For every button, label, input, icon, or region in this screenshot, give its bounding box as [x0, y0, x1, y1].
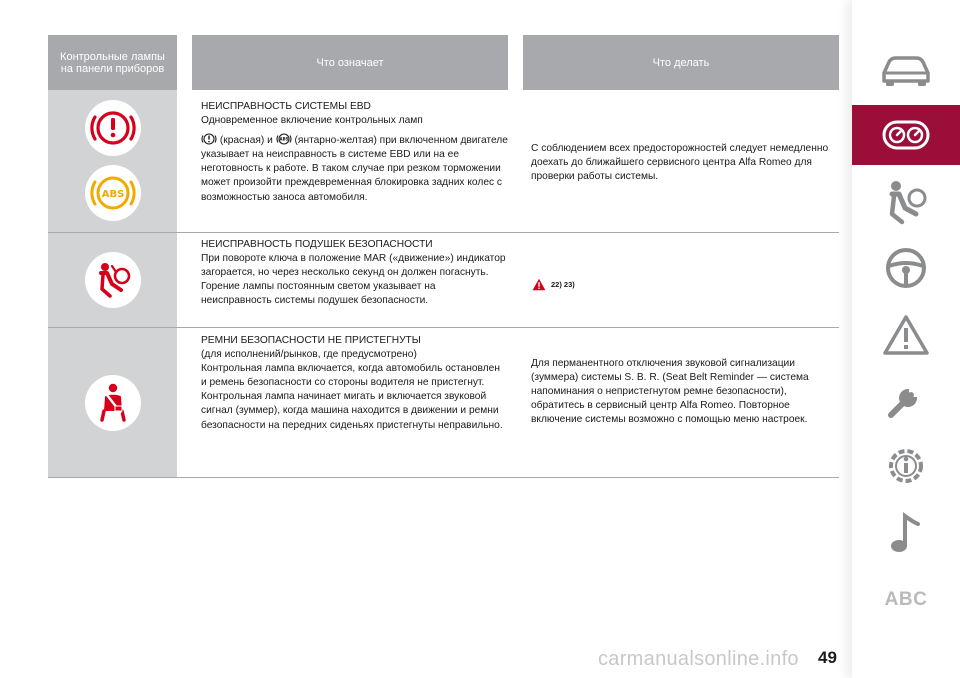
watermark: carmanualsonline.info [598, 648, 799, 670]
header-lamps [48, 35, 177, 90]
header-action-label: Что делать [652, 56, 710, 69]
sidebar-item-index[interactable] [852, 570, 960, 630]
wrench-icon [883, 377, 929, 423]
airbag-person-icon [882, 178, 930, 226]
abs-warning-icon [85, 165, 141, 221]
airbag-description: При повороте ключа в положение MAR («движение») индикатор загорается, но через несколько секунд он должен погаснуть. Горение лампы постоянным светом указывает на неисправность системы подушек безопасности. [201, 253, 506, 307]
airbag-title: НЕИСПРАВНОСТЬ ПОДУШЕК БЕЗОПАСНОСТИ [201, 239, 433, 250]
ebd-action-text: С соблюдением всех предосторожностей следует немедленно доехать до ближайшего сервисного центра Alfa Romeo для проверки работы системы. [531, 143, 829, 183]
warning-triangle-icon [532, 278, 546, 291]
seatbelt-warning-icon [85, 375, 141, 431]
ebd-title: НЕИСПРАВНОСТЬ СИСТЕМЫ EBD [201, 101, 371, 112]
music-note-icon [886, 510, 926, 556]
ebd-meaning [201, 100, 508, 205]
brake-inline-icon [201, 131, 217, 147]
seatbelt-subtitle: (для исполнений/рынков, где предусмотрено) [201, 349, 417, 361]
sidebar-item-dashboard[interactable] [852, 105, 960, 165]
row-divider [48, 327, 839, 328]
sidebar-item-car[interactable] [852, 40, 960, 100]
row-divider [48, 232, 839, 233]
airbag-action [532, 277, 575, 291]
brake-warning-icon [85, 100, 141, 156]
steering-wheel-icon [884, 246, 928, 290]
row-divider [48, 477, 839, 478]
abs-inline-icon [276, 131, 292, 147]
seatbelt-title: РЕМНИ БЕЗОПАСНОСТИ НЕ ПРИСТЕГНУТЫ [201, 335, 421, 346]
sidebar-item-warnings[interactable] [852, 305, 960, 365]
svg-text:ABS: ABS [101, 189, 125, 200]
sidebar-item-safety[interactable] [852, 172, 960, 232]
airbag-warning-icon [85, 252, 141, 308]
ebd-red-label: (красная) и [219, 135, 273, 147]
header-meaning-label: Что означает [316, 56, 384, 69]
seatbelt-meaning [201, 334, 508, 433]
car-icon [879, 53, 933, 87]
seatbelt-description: Контрольная лампа включается, когда автомобиль остановлен и ремень безопасности со стороны водителя не пристегнут. Контрольная лампа начинает мигать и включается звуковой сигнал (зуммер), когда машина находится в движении и ремни безопасности на передних сиденьях пристегнуты неправильно. [201, 363, 503, 431]
warning-triangle-icon [882, 313, 930, 357]
airbag-meaning [201, 238, 508, 308]
ebd-description: (янтарно-желтая) при включенном двигателе указывает на неисправность в системе EBD или на ее неготовность к работе. В таком случае при резком торможении может произойти преждевременная блокировка задних колес с возможностью заноса автомобиля. [201, 135, 508, 203]
sidebar-item-maintenance[interactable] [852, 370, 960, 430]
ebd-action [531, 142, 843, 184]
header-meaning [192, 35, 508, 90]
sidebar-item-driving[interactable] [852, 238, 960, 298]
sidebar-item-technical[interactable] [852, 436, 960, 496]
abc-index-label: ABC [884, 589, 928, 610]
sidebar-item-multimedia[interactable] [852, 503, 960, 563]
ebd-intro: Одновременное включение контрольных ламп [201, 115, 423, 127]
warning-references: 22) 23) [551, 279, 575, 289]
info-gear-icon [883, 443, 929, 489]
header-action [523, 35, 839, 90]
dashboard-icon [881, 119, 931, 151]
seatbelt-action [531, 357, 843, 427]
svg-text:ABS: ABS [279, 136, 289, 142]
chapter-sidebar [852, 0, 960, 678]
seatbelt-action-text: Для перманентного отключения звуковой сигнализации (зуммера) системы S. B. R. (Seat Belt Reminder — система напоминания о непристегнутом ремне безопасности), обратитесь в сервисный центр Alfa Romeo. Повторное включение системы возможно с помощью меню настроек. [531, 358, 809, 426]
page-number: 49 [818, 648, 837, 667]
header-lamps-label: Контрольные лампы на панели приборов [60, 50, 165, 75]
